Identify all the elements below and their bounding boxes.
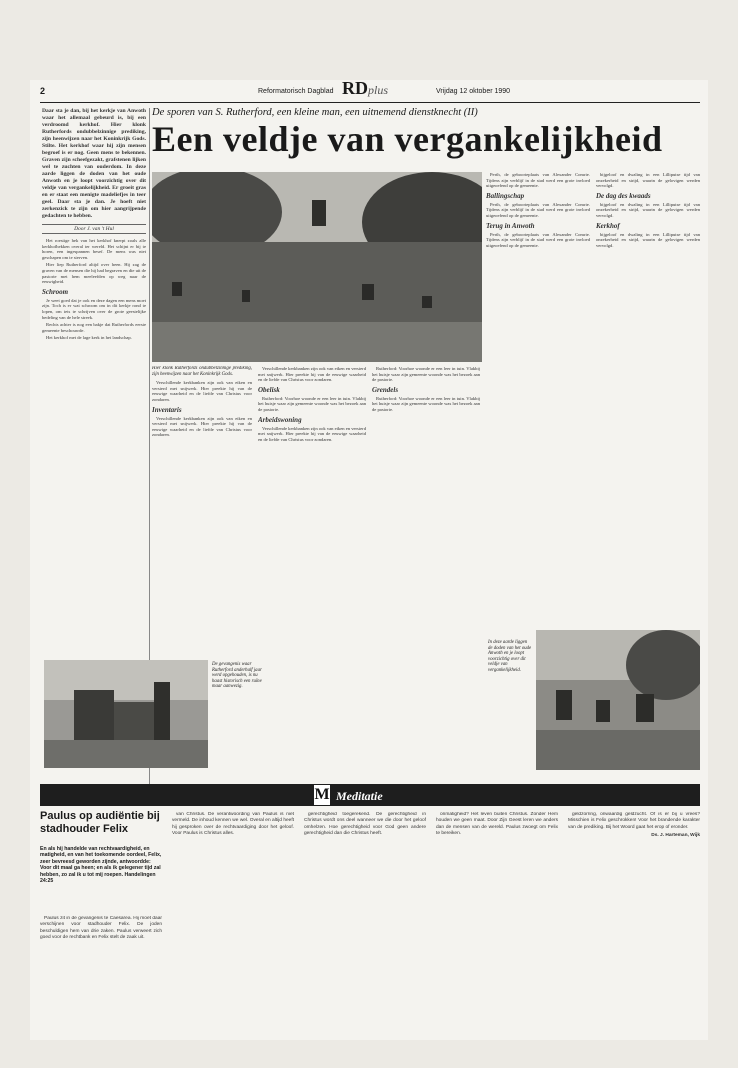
article-subtitle: De sporen van S. Rutherford, een kleine man, een uitnemend dienstknecht (II) xyxy=(152,107,478,118)
graves-photo xyxy=(536,630,700,770)
meditatie-paragraph: van Christus. De verantwoording van Paulus is niet vermeld. De inhoud kennen we wel. Overal en altijd heeft hij gesproken over de rechtvaardiging door het geloof. Voor Paulus is Christus alles. xyxy=(172,812,294,836)
intro-paragraph: Hier liep Rutherford altijd over heen. Hij zag de graven van de mensen die hij had begraven en die uit de pastorie met hem meeleefden op weg naar de eeuwigheid. xyxy=(42,262,146,285)
section-heading-arbeidswoning: Arbeidswoning xyxy=(258,415,302,424)
rd-logo xyxy=(342,78,388,99)
section-heading-schroom: Schroom xyxy=(42,287,69,296)
meditatie-column-5 xyxy=(568,812,700,1034)
cemetery-illustration xyxy=(152,172,482,362)
col5-paragraph: bijgeloof en dwaling in een Lilliputse tijd van onzekerheid en strijd, waarin de gelovigen werden vervolgd. xyxy=(596,172,700,189)
byline: Door J. van 't Hul xyxy=(42,224,146,234)
meditatie-author: Ds. J. Harteman, Wijk xyxy=(651,832,700,838)
col2-paragraph: Rutherford: Voorhoe woonde er een leer in tuin. Vlakbij het huisje waar zijn gemeente woonde was het bezoek aan de pastorie. xyxy=(258,395,366,412)
col4-paragraph: Perth, de geboorteplaats van Alexander Comrie. Tijdens zijn verblijf in de stad werd een grote invloed uitgeoefend op de gemeente. xyxy=(486,201,590,218)
meditatie-column-3 xyxy=(304,812,426,1034)
main-photo-caption: Hier klonk Rutherfords ondubbelzinnige prediking, zijn heenwijzen naar het Koninkrijk Gods. xyxy=(152,366,252,377)
logo-letters: RD xyxy=(342,78,368,98)
section-heading-grendels: Grendels xyxy=(372,385,399,394)
intro-lead: Daar sta je dan, bij het kerkje van Anwoth waar het allemaal gebeurd is, bij een verdroomd kerkhof. Hier klonk Rutherfords ondubbelzinnige prediking, zijn heenwijzen naar het Koninkrijk Gods. Stilte. Het kerkhof waar hij zijn mensen begroef is er nog. Geen mens te bekennen. Graven zijn scheefgezakt, grafstenen lijken wel te zuchten van ouderdom. In deze aarde liggen de doden van het oude Anwoth en je loopt voorzichtig over dit veldje van vergankelijkheid. Er groeit gras en er staat een menigte madeliefjes in teer geel. Daar sta je dan. Je hoeft niet zerkenzick te zijn om hier aangrijpende gedachten te hebben. xyxy=(42,108,146,219)
graves-illustration xyxy=(536,630,700,770)
paper-name: Reformatorisch Dagblad xyxy=(258,88,334,95)
schroom-paragraph: Rechts achter is nog een bakje dat Rutherfords eerste gemeente beschouwde. xyxy=(42,322,146,333)
meditatie-banner xyxy=(40,784,700,806)
section-heading-inventaris: Inventaris xyxy=(152,405,182,414)
meditatie-paragraph: onmatigheid? Het leven buiten Christus. Zonder Hem houden we geen maat. Door Zijn Geest leren we anders dan de mensen van de wereld. Paulus zwoegt om Felix te bereiken. xyxy=(436,812,558,836)
meditatie-mark: M xyxy=(314,786,330,803)
schroom-paragraph: Het kerkhof met de lage kerk in het landschap. xyxy=(46,335,132,341)
intro-paragraph: Het roestige hek van het kerkhof knerpt zoals alle kerkhofhekken overal ter wereld. Het schijnt er bij te horen, een ingespannen besef. De mens was niet geschapen om te sterven. xyxy=(42,238,146,260)
meditatie-paragraph: gerechtigheid toegerekend. De gerechtigheid in Christus wordt ons deel wanneer we die door het geloof omhelzen. Hoe gerechtigheid voor God geen andere gerechtigheid dan die Christus heeft. xyxy=(304,812,426,836)
article-column-5 xyxy=(596,172,700,626)
header-rule xyxy=(40,102,700,103)
graves-photo-caption: In deze aarde liggen de doden van het oude Anwoth en je loopt voorzichtig over dit veldje van vergankelijkheid. xyxy=(488,640,532,673)
col3-paragraph: Rutherford: Voorhoe woonde er een leer in tuin. Vlakbij het huisje waar zijn gemeente woonde was het bezoek aan de pastorie. xyxy=(372,366,480,383)
section-heading-terug: Terug in Anwoth xyxy=(486,221,535,230)
meditatie-label: Meditatie xyxy=(336,789,383,803)
col4-paragraph: Perth, de geboorteplaats van Alexander Comrie. Tijdens zijn verblijf in de stad werd een grote invloed uitgeoefend op de gemeente. xyxy=(486,231,590,248)
article-column-3 xyxy=(372,366,480,776)
meditatie-column-4 xyxy=(436,812,558,1034)
col5-paragraph: bijgeloof en dwaling in een Lilliputse tijd van onzekerheid en strijd, waarin de gelovigen werden vervolgd. xyxy=(596,231,700,248)
article-column-2 xyxy=(258,366,366,776)
col2-paragraph: Verschillende kerkbanken zijn ook van eiken en versierd met snijwerk. Hier preekte hij van de eeuwige waarheid en de liefde van Christus voor zondaren. xyxy=(258,366,366,383)
col1-paragraph: Verschillende kerkbanken zijn ook van eiken en versierd met snijwerk. Hier preekte hij van de eeuwige waarheid en de liefde van Christus voor zondaren. xyxy=(152,380,252,402)
section-heading-dag: De dag des kwaads xyxy=(596,191,651,200)
issue-date: Vrijdag 12 oktober 1990 xyxy=(436,88,511,95)
section-heading-ballingschap: Ballingschap xyxy=(486,191,525,200)
col1-paragraph: Verschillende kerkbanken zijn ook van eiken en versierd met snijwerk. Hier preekte hij van de eeuwige waarheid en de liefde van Christus voor zondaren. xyxy=(152,415,252,438)
col5-paragraph: bijgeloof en dwaling in een Lilliputse tijd van onzekerheid en strijd, waarin de gelovigen werden vervolgd. xyxy=(596,201,700,218)
castle-illustration xyxy=(44,660,208,768)
meditatie-column-1 xyxy=(40,916,162,1034)
meditatie-column-2 xyxy=(172,812,294,1034)
schroom-paragraph: Je weet goed dat je ook en deze dagen een mens moet zijn. Toch is er wat schroom om in dit kerkje rond te lopen, om iets te schrijven over de grote geestelijke bedeling van de hele streek. xyxy=(42,297,146,320)
col3-paragraph: Rutherford: Voorhoe woonde er een leer in tuin. Vlakbij het huisje waar zijn gemeente woonde was het bezoek aan de pastorie. xyxy=(372,395,480,412)
meditatie-paragraph: geldzorring, onwaardig geldzucht. Of is er bij u vrees? Misschien is Felix geschrokken! Voor het brandende karakter van de prediking. Bij het Woord gaat het erop of eronder. xyxy=(568,812,700,830)
castle-photo-caption: De gevangenis waar Rutherford anderhalf jaar werd opgehouden, is nu haast historisch een ruïne maar aanwezig. xyxy=(212,662,262,690)
section-heading-kerkhof: Kerkhof xyxy=(596,221,620,230)
section-heading-obelisk: Obelisk xyxy=(258,385,280,394)
col2-paragraph: Verschillende kerkbanken zijn ook van eiken en versierd met snijwerk. Hier preekte hij van de eeuwige waarheid en de liefde van Christus voor zondaren. xyxy=(258,425,366,442)
col4-paragraph: Perth, de geboorteplaats van Alexander Comrie. Tijdens zijn verblijf in de stad werd een grote invloed uitgeoefend op de gemeente. xyxy=(486,172,590,189)
article-column-4 xyxy=(486,172,590,572)
meditatie-verse: En als hij handelde van rechtvaardigheid, en matigheid, en van het toekomende oordeel, Felix, zeer bevreesd geworden zijnde, antwoordde: Voor dit maal ga heen; en als ik gelegener tijd zal hebben, zo zal ik u tot mij roepen. Handelingen 24:25 xyxy=(40,846,162,885)
logo-suffix: plus xyxy=(368,83,389,97)
meditatie-heading: Paulus op audiëntie bij stadhouder Felix xyxy=(40,810,160,835)
cemetery-photo xyxy=(152,172,482,362)
meditatie-paragraph: Paulus zit in de gevangenis te Caesarea. Hij moet daar verschijnen voor stadhouder Felix. De joden beschuldigen hem van drie zaken. Paulus verweert zich goed voor de rechtbank en Felix stelt de zaak uit. xyxy=(40,916,162,940)
article-title: Een veldje van vergankelijkheid xyxy=(152,119,663,159)
page-number: 2 xyxy=(40,86,46,96)
castle-photo xyxy=(44,660,208,768)
